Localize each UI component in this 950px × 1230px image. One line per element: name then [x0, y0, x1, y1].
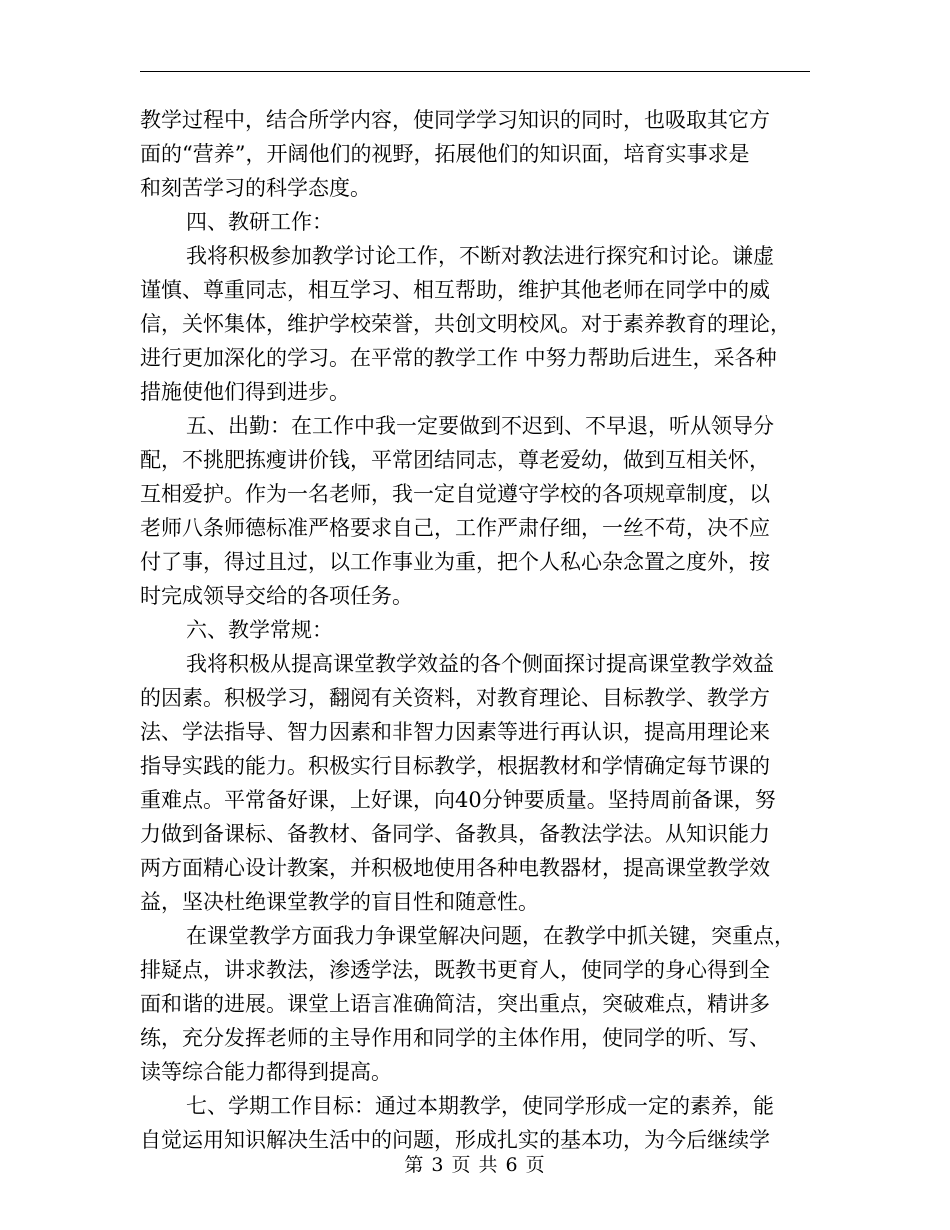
paragraph-line: 老师八条师德标准严格要求自己，工作严肃仔细，一丝不苟，决不应: [140, 516, 770, 540]
paragraph-line: 教学过程中，结合所学内容，使同学学习知识的同时，也吸取其它方: [140, 108, 770, 132]
paragraph-line: 面和谐的进展。课堂上语言准确简洁，突出重点，突破难点，精讲多: [140, 992, 770, 1016]
paragraph-line: 练，充分发挥老师的主导作用和同学的主体作用，使同学的听、写、: [140, 1026, 770, 1050]
paragraph-line: 我将积极从提高课堂教学效益的各个侧面探讨提高课堂教学效益: [186, 652, 774, 676]
paragraph-line: 指导实践的能力。积极实行目标教学，根据教材和学情确定每节课的: [140, 754, 770, 778]
paragraph-line: 读等综合能力都得到提高。: [140, 1060, 392, 1084]
paragraph-line: 互相爱护。作为一名老师，我一定自觉遵守学校的各项规章制度，以: [140, 482, 770, 506]
paragraph-line: 措施使他们得到进步。: [140, 380, 350, 404]
paragraph-line: 排疑点，讲求教法，渗透学法，既教书更育人，使同学的身心得到全: [140, 958, 770, 982]
paragraph-line: 在课堂教学方面我力争课堂解决问题，在教学中抓关键，突重点，: [186, 924, 795, 948]
paragraph-line: 法、学法指导、智力因素和非智力因素等进行再认识，提高用理论来: [140, 720, 770, 744]
paragraph-line: 力做到备课标、备教材、备同学、备教具，备教法学法。从知识能力: [140, 822, 770, 846]
paragraph-line: 进行更加深化的学习。在平常的教学工作 中努力帮助后进生，采各种: [140, 346, 777, 370]
section-heading-semester-goals: 七、学期工作目标：通过本期教学，使同学形成一定的素养，能: [186, 1094, 774, 1118]
paragraph-line: 付了事，得过且过，以工作事业为重，把个人私心杂念置之度外，按: [140, 550, 770, 574]
paragraph-line: 和刻苦学习的科学态度。: [140, 176, 371, 200]
section-heading-teaching-research: 四、教研工作：: [186, 210, 333, 234]
paragraph-line: 面的“营养”，开阔他们的视野，拓展他们的知识面，培育实事求是: [140, 142, 750, 166]
section-heading-teaching-routine: 六、教学常规：: [186, 618, 333, 642]
paragraph-line: 自觉运用知识解决生活中的问题，形成扎实的基本功，为今后继续学: [140, 1128, 770, 1152]
paragraph-line: 我将积极参加教学讨论工作，不断对教法进行探究和讨论。谦虚: [186, 244, 774, 268]
paragraph-line: 谨慎、尊重同志，相互学习、相互帮助，维护其他老师在同学中的威: [140, 278, 770, 302]
page-number-footer: 第 3 页 共 6 页: [404, 1154, 546, 1176]
paragraph-line: 重难点。平常备好课，上好课，向40分钟要质量。坚持周前备课，努: [140, 788, 776, 812]
document-body: [140, 103, 810, 1157]
paragraph-line: 信，关怀集体，维护学校荣誉，共创文明校风。对于素养教育的理论，: [140, 312, 791, 336]
section-heading-attendance: 五、出勤：在工作中我一定要做到不迟到、不早退，听从领导分: [186, 414, 774, 438]
header-rule: [140, 71, 810, 72]
paragraph-line: 益，坚决杜绝课堂教学的盲目性和随意性。: [140, 890, 539, 914]
paragraph-line: 配，不挑肥拣瘦讲价钱，平常团结同志，尊老爱幼，做到互相关怀，: [140, 448, 770, 472]
paragraph-line: 两方面精心设计教案，并积极地使用各种电教器材，提高课堂教学效: [140, 856, 770, 880]
paragraph-line: 时完成领导交给的各项任务。: [140, 584, 413, 608]
paragraph-line: 的因素。积极学习，翻阅有关资料，对教育理论、目标教学、教学方: [140, 686, 770, 710]
